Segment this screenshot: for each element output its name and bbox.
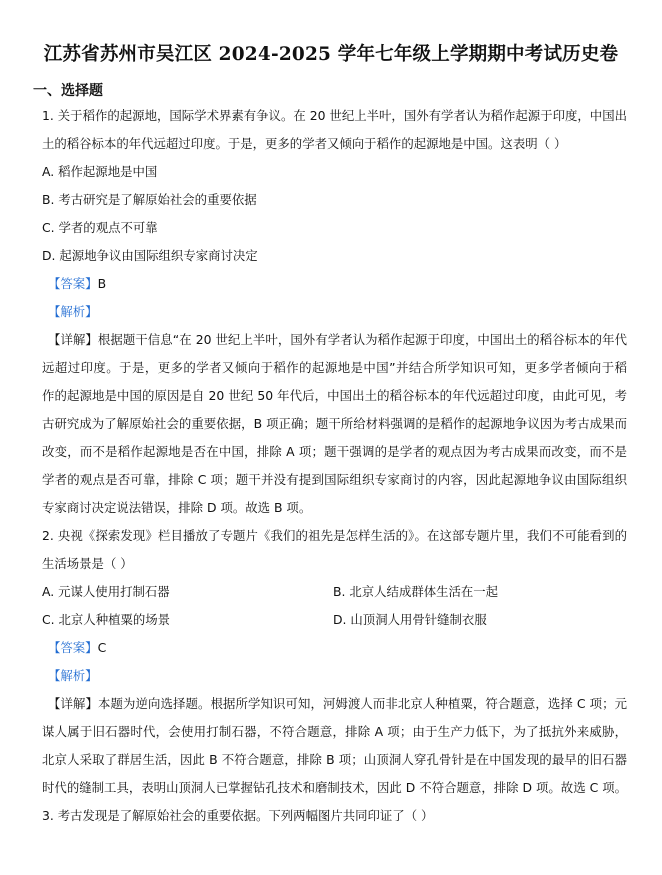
q3-stem-line-1: 3. 考古发现是了解原始社会的重要依据。下列两幅图片共同印证了（ ） [42,808,434,823]
q2-option-c: C. 北京人种植粟的场景 [42,612,171,627]
q1-detail-line-2: 远超过印度。于是，更多的学者又倾向于稻作的起源地是中国”并结合所学知识可知，更多学者倾向于稻 [42,360,627,375]
answer-value: C [97,640,107,655]
detail-tag: 【详解】 [48,332,98,347]
q2-answer [48,640,106,656]
q1-detail-line-6: 学者的观点是否可靠，排除 C 项；题干并没有提到国际组织专家商讨的内容，因此起源地争议由国际组织 [42,472,627,487]
q2-option-d: D. 山顶洞人用骨针缝制衣服 [333,612,487,627]
q1-detail-line-4: 古研究成为了解原始社会的重要依据，B 项正确；题干所给材料强调的是稻作的起源地争议因为考古成果而 [42,416,627,431]
q1-stem-line-2: 土的稻谷标本的年代远超过印度。于是，更多的学者又倾向于稻作的起源地是中国。这表明（ ） [42,136,567,151]
answer-value: B [97,276,107,291]
q1-detail-line-3: 作的起源地是中国的原因是自 20 世纪 50 年代后，中国出土的稻谷标本的年代远超过印度，由此可见，考 [42,388,627,403]
exam-title: 江苏省苏州市吴江区 2024-2025 学年七年级上学期期中考试历史卷 [43,44,619,65]
q2-option-a: A. 元谋人使用打制石器 [42,584,170,599]
answer-tag: 【答案】 [48,276,98,291]
q2-analysis-tag: 【解析】 [48,668,98,683]
detail-tag: 【详解】 [48,696,98,711]
q2-detail-line-2: 谋人属于旧石器时代，会使用打制石器，不符合题意，排除 A 项；由于生产力低下，为了抵抗外来威胁， [42,724,627,739]
q2-detail-line-4: 时代的缝制工具，表明山顶洞人已掌握钻孔技术和磨制技术，因此 D 不符合题意，排除 D 项。故选 C 项。 [42,780,627,795]
q1-option-c: C. 学者的观点不可靠 [42,220,158,235]
q1-detail-line-7: 专家商讨决定说法错误，排除 D 项。故选 B 项。 [42,500,312,515]
q2-detail-line-1 [48,696,627,712]
q1-option-d: D. 起源地争议由国际组织专家商讨决定 [42,248,258,263]
q1-analysis-tag: 【解析】 [48,304,98,319]
q1-option-b: B. 考古研究是了解原始社会的重要依据 [42,192,257,207]
answer-tag: 【答案】 [48,640,98,655]
q2-option-b: B. 北京人结成群体生活在一起 [333,584,499,599]
detail-text: 本题为逆向选择题。根据所学知识可知，河姆渡人而非北京人种植粟，符合题意，选择 C 项；元 [98,696,628,711]
q2-detail-line-3: 北京人采取了群居生活，因此 B 不符合题意，排除 B 项；山顶洞人穿孔骨针是在中国发现的最早的旧石器 [42,752,627,767]
q2-stem-line-2: 生活场景是（ ） [42,556,133,571]
q1-detail-line-1 [48,332,627,348]
detail-text: 根据题干信息“在 20 世纪上半叶，国外有学者认为稻作起源于印度，中国出土的稻谷标本的年代 [97,332,628,347]
q1-answer [48,276,106,292]
q1-detail-line-5: 改变，而不是稻作起源地是否在中国，排除 A 项；题干强调的是学者的观点因为考古成果而改变，而不是 [42,444,627,459]
q1-stem-line-1: 1. 关于稻作的起源地，国际学术界素有争议。在 20 世纪上半叶，国外有学者认为稻作起源于印度，中国出 [42,108,627,123]
section-heading: 一、选择题 [33,83,103,99]
q2-stem-line-1: 2. 央视《探索发现》栏目播放了专题片《我们的祖先是怎样生活的》。在这部专题片里，我们不可能看到的 [42,528,627,543]
q1-option-a: A. 稻作起源地是中国 [42,164,158,179]
